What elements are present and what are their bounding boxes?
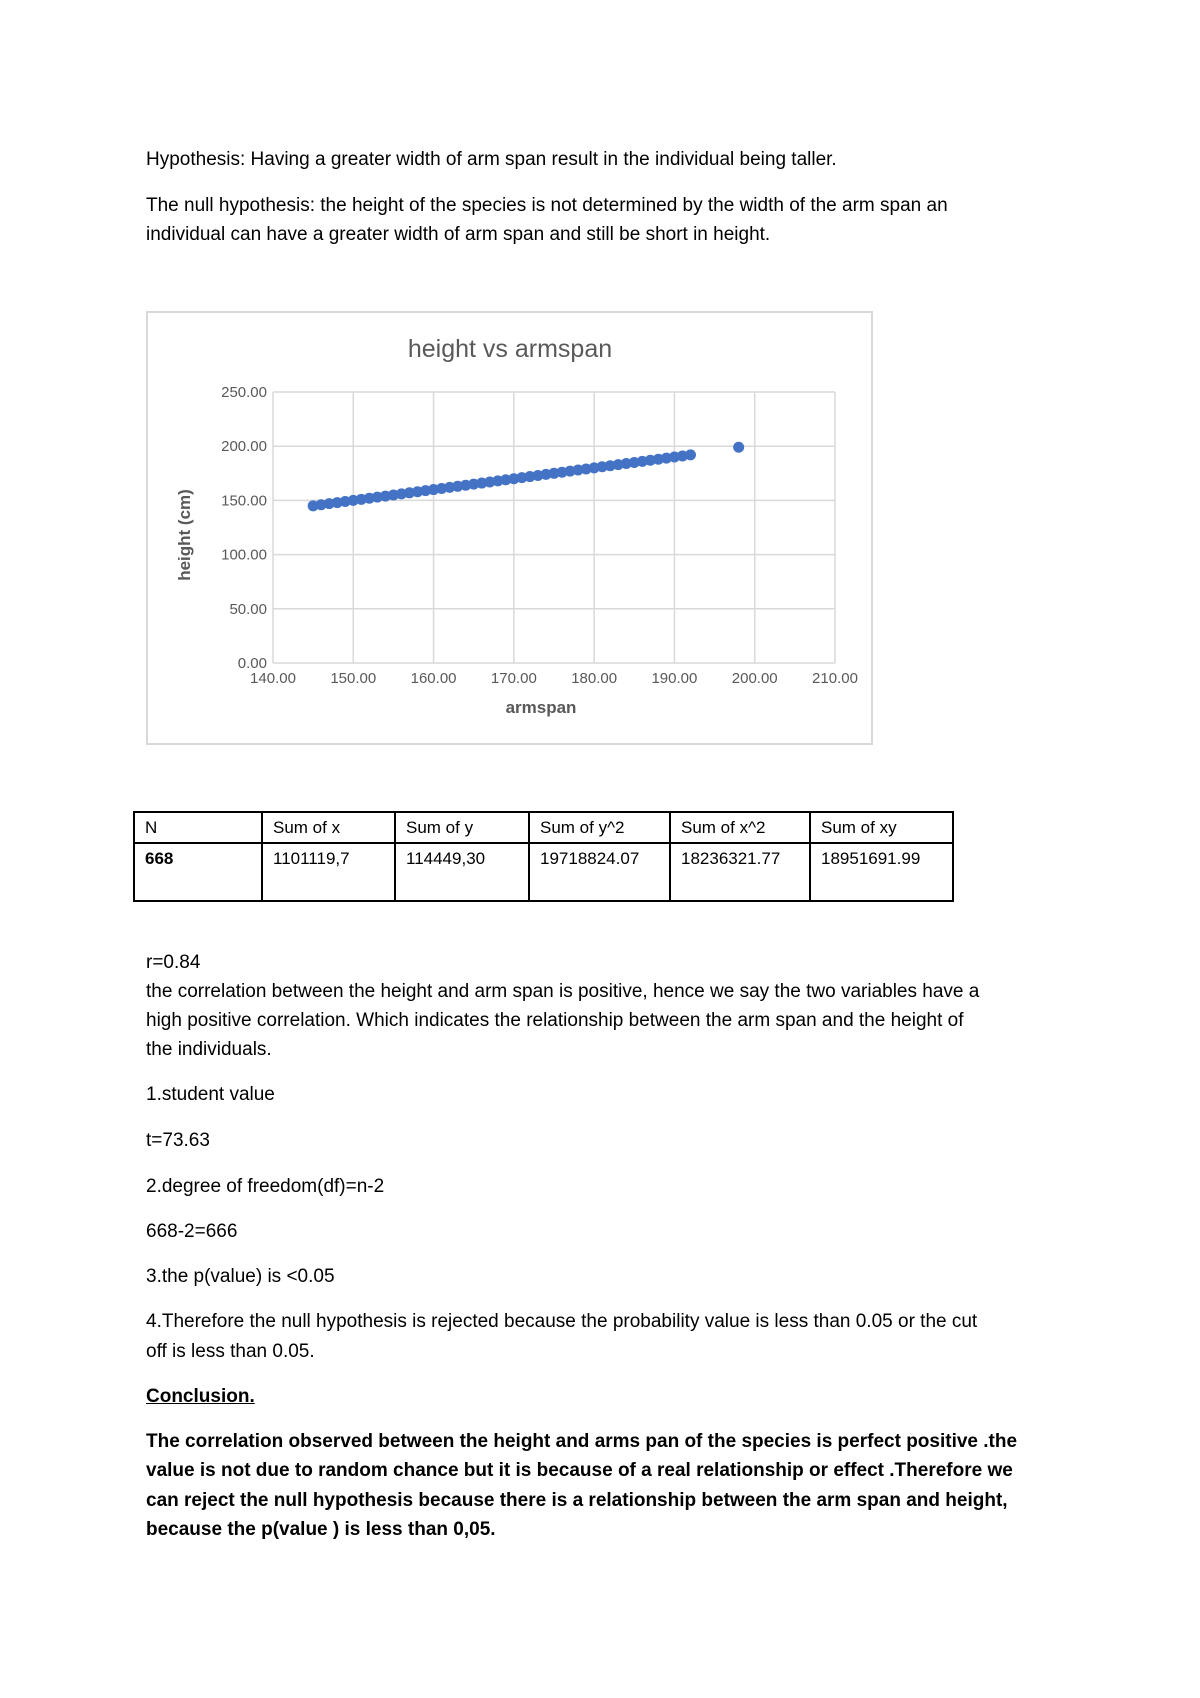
null-hypothesis-line-1: The null hypothesis: the height of the species is not determined by the width of the arm span an (146, 195, 948, 216)
x-tick-label: 160.00 (410, 670, 457, 687)
therefore-line-2: off is less than 0.05. (146, 1341, 315, 1362)
x-tick-label: 210.00 (812, 670, 858, 687)
x-tick-label: 170.00 (490, 670, 537, 687)
x-tick-label: 150.00 (330, 670, 377, 687)
statistics-table (133, 811, 954, 902)
table-cell: 18236321.77 (670, 843, 810, 901)
table-header-row (134, 812, 953, 843)
y-tick-label: 50.00 (229, 600, 267, 618)
table-cell: 19718824.07 (529, 843, 670, 901)
table-cell: 114449,30 (395, 843, 529, 901)
table-row (134, 843, 953, 901)
p-value: 3.the p(value) is <0.05 (146, 1266, 335, 1287)
y-tick-label: 150.00 (221, 492, 267, 510)
scatter-chart (148, 313, 871, 743)
df-label: 2.degree of freedom(df)=n-2 (146, 1176, 385, 1197)
df-value: 668-2=666 (146, 1221, 238, 1242)
table-header-cell: Sum of xy (810, 812, 953, 843)
x-axis-label: armspan (505, 698, 577, 717)
conclusion-line-2: value is not due to random chance but it is because of a real relationship or effect .Therefore we (146, 1460, 1013, 1481)
table-header-cell: Sum of x (262, 812, 395, 843)
table-header-cell: Sum of x^2 (670, 812, 810, 843)
therefore-line-1: 4.Therefore the null hypothesis is rejected because the probability value is less than 0.05 or the cut (146, 1311, 978, 1332)
chart-frame (146, 311, 873, 745)
chart-title: height vs armspan (407, 335, 613, 363)
table-header-cell: Sum of y (395, 812, 529, 843)
student-value-label: 1.student value (146, 1084, 275, 1105)
table-header-cell: N (134, 812, 262, 843)
y-tick-label: 100.00 (221, 546, 267, 564)
x-tick-label: 140.00 (250, 670, 296, 687)
x-tick-label: 200.00 (731, 670, 778, 687)
table-header-cell: Sum of y^2 (529, 812, 670, 843)
y-axis-label: height (cm) (175, 489, 194, 581)
t-value: t=73.63 (146, 1130, 210, 1151)
table-cell: 18951691.99 (810, 843, 953, 901)
conclusion-line-3: can reject the null hypothesis because there is a relationship between the arm span and height, (146, 1490, 1008, 1511)
null-hypothesis-line-2: individual can have a greater width of arm span and still be short in height. (146, 224, 771, 245)
table-cell: 1101119,7 (262, 843, 395, 901)
conclusion-line-4: because the p(value ) is less than 0,05. (146, 1519, 496, 1540)
r-value: r=0.84 (146, 952, 201, 973)
hypothesis-text: Hypothesis: Having a greater width of arm span result in the individual being taller. (146, 149, 837, 170)
correlation-line-2: high positive correlation. Which indicates the relationship between the arm span and the height of (146, 1010, 964, 1031)
x-tick-label: 180.00 (571, 670, 618, 687)
conclusion-heading: Conclusion. (146, 1386, 255, 1407)
table-cell: 668 (134, 843, 262, 901)
x-tick-label: 190.00 (651, 670, 698, 687)
data-point (685, 449, 696, 460)
conclusion-line-1: The correlation observed between the height and arms pan of the species is perfect positive .the (146, 1431, 1018, 1452)
y-tick-label: 200.00 (221, 438, 267, 456)
correlation-line-1: the correlation between the height and arm span is positive, hence we say the two variables have a (146, 981, 980, 1002)
y-tick-label: 250.00 (221, 384, 267, 401)
data-point (733, 442, 744, 453)
correlation-line-3: the individuals. (146, 1039, 272, 1060)
y-tick-label: 0.00 (237, 655, 267, 672)
